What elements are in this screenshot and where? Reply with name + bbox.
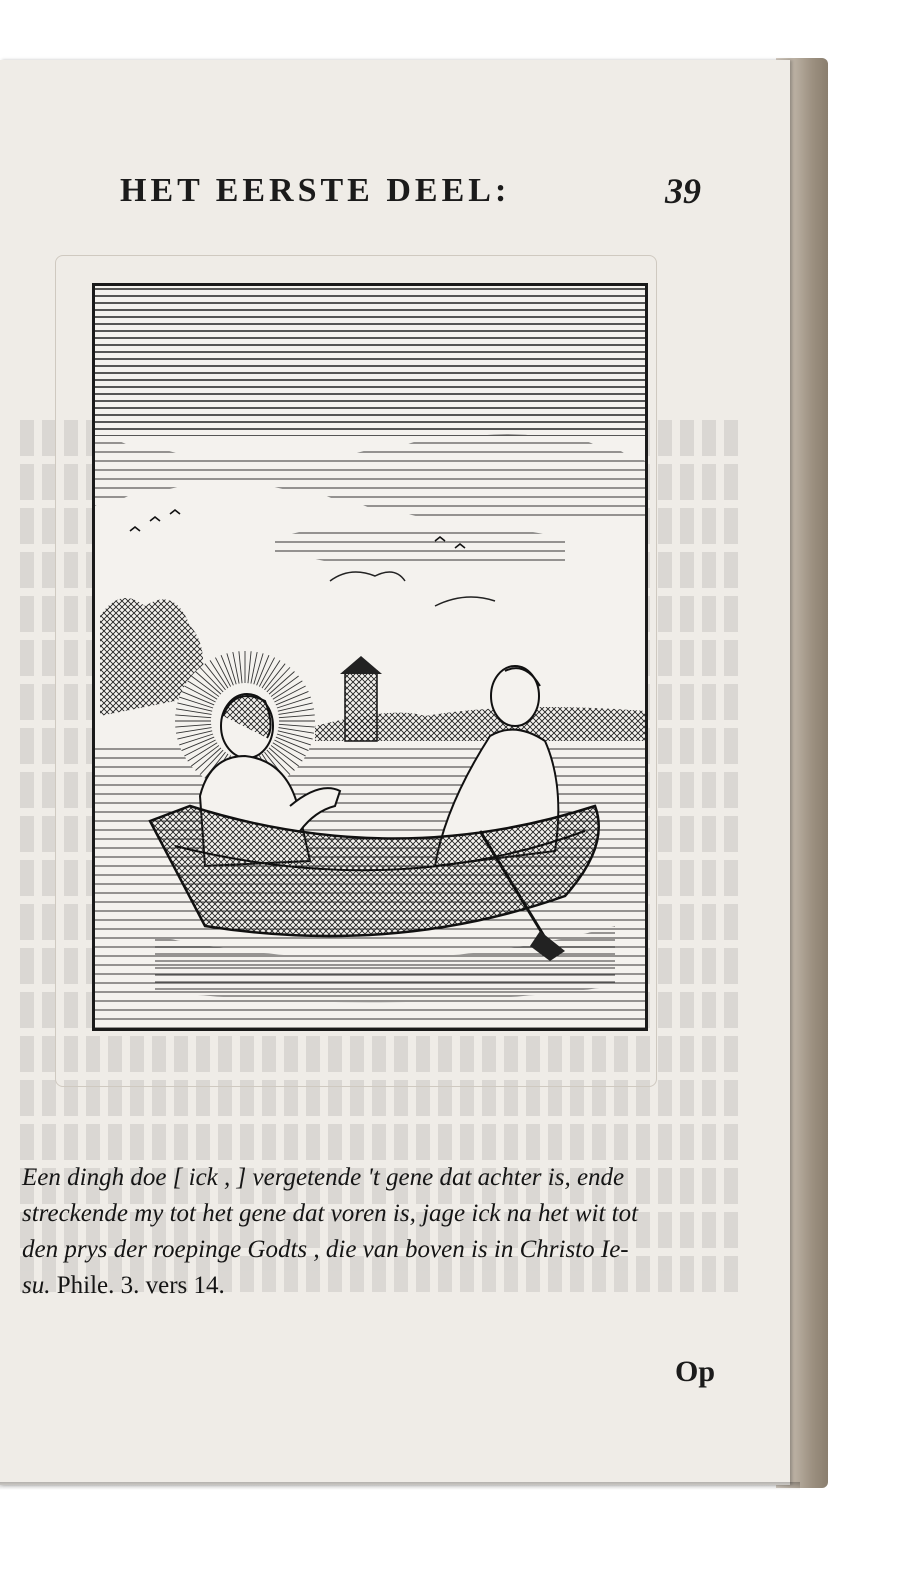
running-head: HET EERSTE DEEL: <box>120 172 511 209</box>
caption-line-4 <box>22 1268 722 1304</box>
caption <box>22 1160 722 1304</box>
engraving-drawing <box>95 286 645 1028</box>
caption-line-2: streckende my tot het gene dat voren is, jage ick na het wit tot <box>22 1200 639 1227</box>
catchword: Op <box>675 1355 716 1388</box>
caption-line-4-italic: su. <box>22 1272 51 1299</box>
page-header <box>120 172 720 220</box>
caption-line-1: Een dingh doe [ ick , ] vergetende 't gene dat achter is, ende <box>22 1164 625 1191</box>
engraving-illustration <box>92 283 648 1031</box>
caption-line-3: den prys der roepinge Godts , die van boven is in Christo Ie- <box>22 1236 629 1263</box>
caption-reference: Phile. 3. vers 14. <box>50 1272 225 1299</box>
page-number: 39 <box>665 171 701 211</box>
sky-hatching <box>95 286 645 436</box>
page-shadow <box>0 1482 800 1490</box>
